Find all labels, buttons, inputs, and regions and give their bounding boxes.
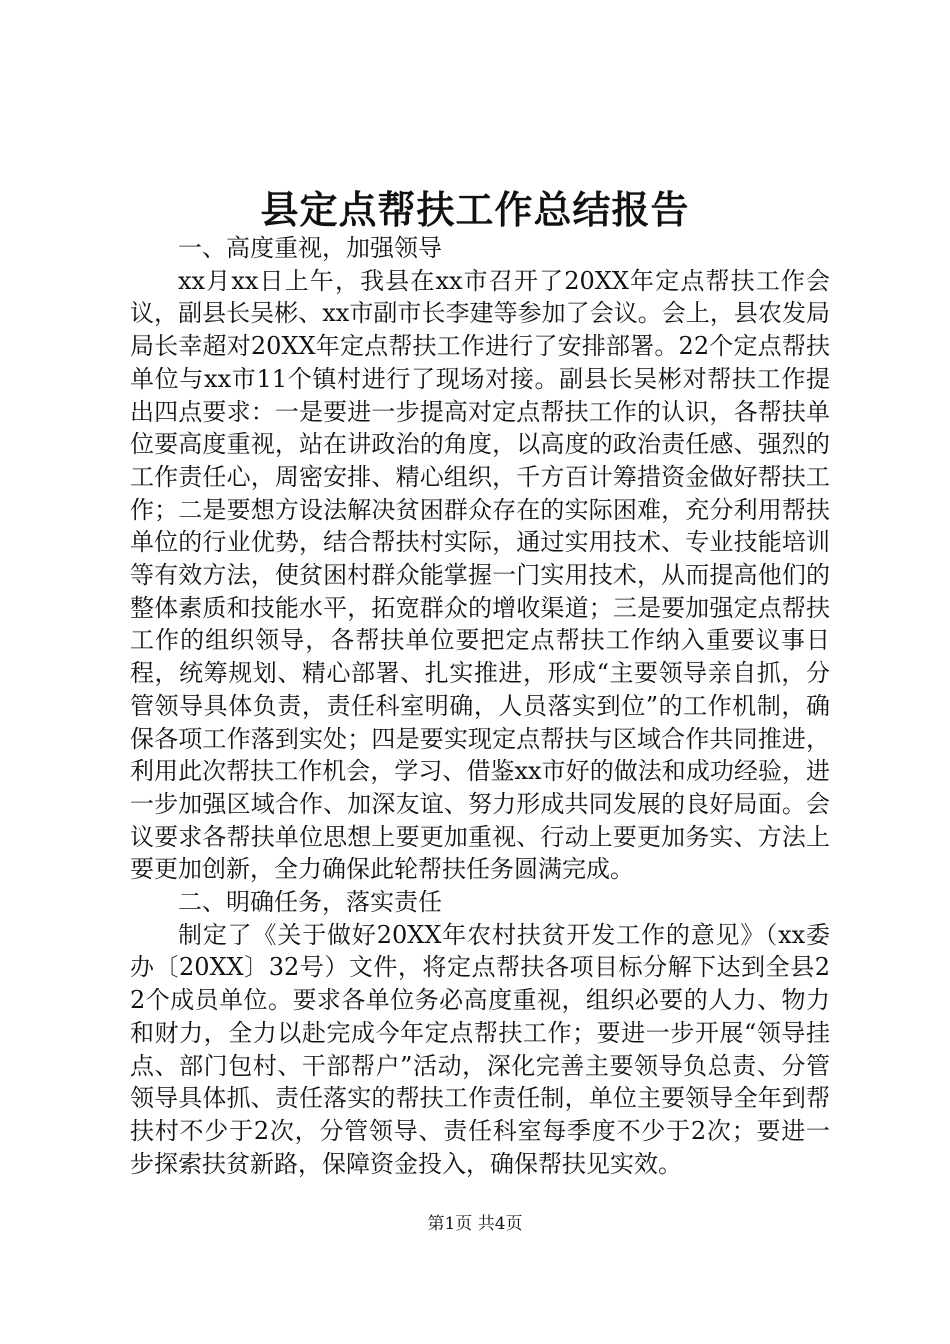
section-heading-2: 二、明确任务，落实责任 xyxy=(178,888,442,917)
paragraph-2: 制定了《关于做好20XX年农村扶贫开发工作的意见》（xx委办〔20XX〕32号）文件，将定点帮扶各项目标分解下达到全县22个成员单位。要求各单位务必高度重视，组织必要的人力、物力和财力，全力以赴完成今年定点帮扶工作；要进一步开展“领导挂点、部门包村、干部帮户”活动，深化完善主要领导负总责、分管领导具体抓、责任落实的帮扶工作责任制，单位主要领导全年到帮扶村不少于2次，分管领导、责任科室每季度不少于2次；要进一步探索扶贫新路，保障资金投入，确保帮扶见实效。 xyxy=(130,920,830,1178)
document-title: 县定点帮扶工作总结报告 xyxy=(260,187,690,232)
page-footer: 第1页 共4页 xyxy=(427,1214,523,1234)
paragraph-1: xx月xx日上午，我县在xx市召开了20XX年定点帮扶工作会议，副县长吴彬、xx市副市长李建等参加了会议。会上，县农发局局长幸超对20XX年定点帮扶工作进行了安排部署。22个定点帮扶单位与xx市11个镇村进行了现场对接。副县长吴彬对帮扶工作提出四点要求：一是要进一步提高对定点帮扶工作的认识，各帮扶单位要高度重视，站在讲政治的角度，以高度的政治责任感、强烈的工作责任心，周密安排、精心组织，千方百计筹措资金做好帮扶工作；二是要想方设法解决贫困群众存在的实际困难，充分利用帮扶单位的行业优势，结合帮扶村实际，通过实用技术、专业技能培训等有效方法，使贫困村群众能掌握一门实用技术，从而提高他们的整体素质和技能水平，拓宽群众的增收渠道；三是要加强定点帮扶工作的组织领导，各帮扶单位要把定点帮扶工作纳入重要议事日程，统筹规划、精心部署、扎实推进，形成“主要领导亲自抓，分管领导具体负责，责任科室明确，人员落实到位”的工作机制，确保各项工作落到实处；四是要实现定点帮扶与区域合作共同推进，利用此次帮扶工作机会，学习、借鉴xx市好的做法和成功经验，进一步加强区域合作、加深友谊、努力形成共同发展的良好局面。会议要求各帮扶单位思想上要更加重视、行动上要更加务实、方法上要更加创新，全力确保此轮帮扶任务圆满完成。 xyxy=(130,266,830,884)
section-heading-1: 一、高度重视，加强领导 xyxy=(178,234,442,262)
document-body xyxy=(130,232,830,1180)
